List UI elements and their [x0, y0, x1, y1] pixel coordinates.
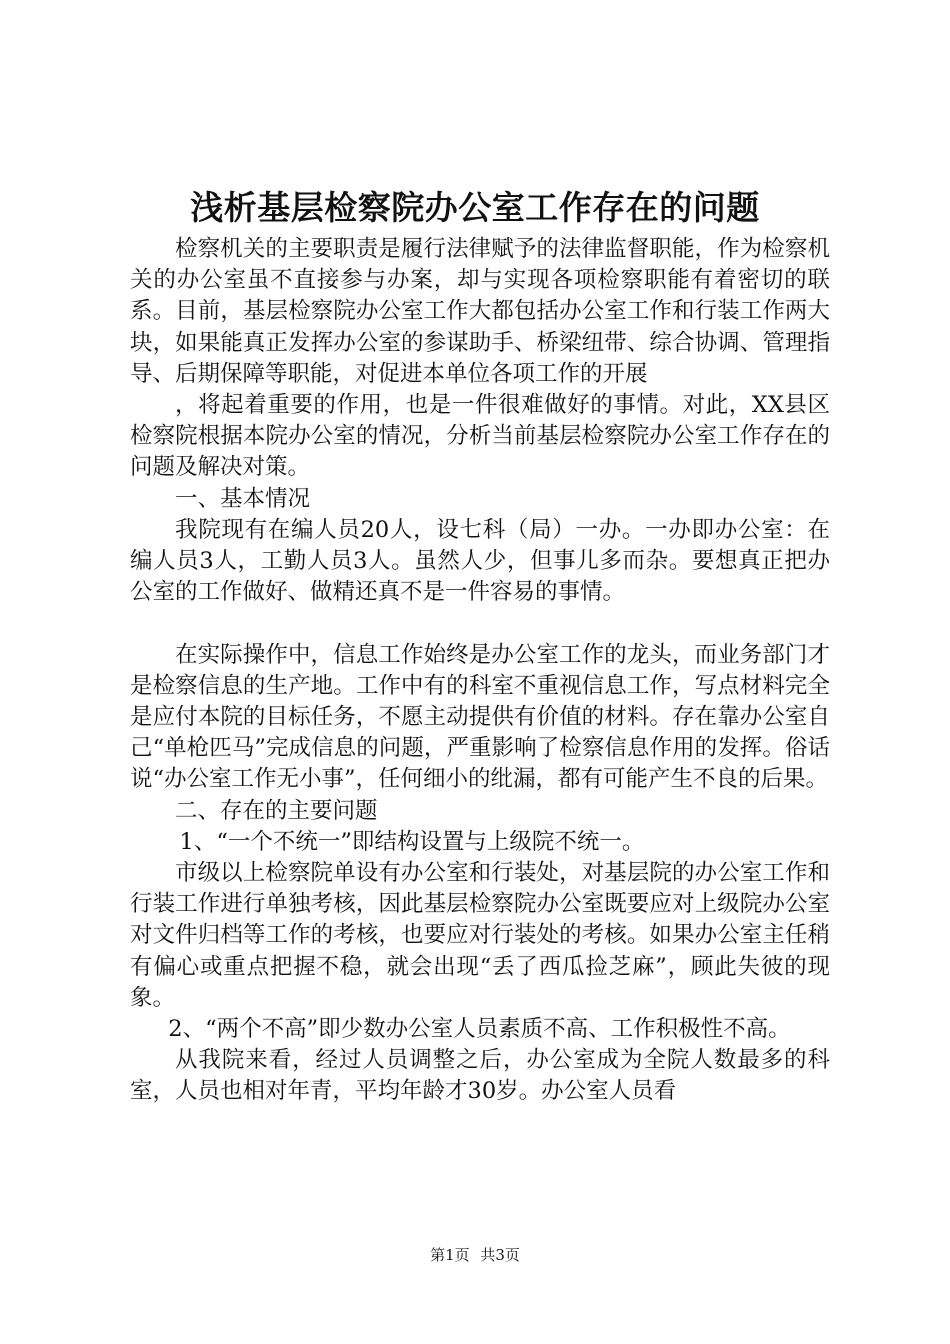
page-total: 共3页: [480, 1246, 520, 1264]
paragraph-intro: 检察机关的主要职责是履行法律赋予的法律监督职能，作为检察机关的办公室虽不直接参与办案，却与实现各项检察职能有着密切的联系。目前，基层检察院办公室工作大都包括办公室工作和行装工作两大块，如果能真正发挥办公室的参谋助手、桥梁纽带、综合协调、管理指导、后期保障等职能，对促进本单位各项工作的开展: [130, 236, 830, 387]
paragraph-information-work: 在实际操作中，信息工作始终是办公室工作的龙头，而业务部门才是检察信息的生产地。工作中有的科室不重视信息工作，写点材料完全是应付本院的目标任务，不愿主动提供有价值的材料。存在靠办公室自己“单枪匹马”完成信息的问题，严重影响了检察信息作用的发挥。俗话说“办公室工作无小事”，任何细小的纰漏，都有可能产生不良的后果。: [130, 641, 830, 793]
subheading-problem-2: 2、“两个不高”即少数办公室人员素质不高、工作积极性不高。: [168, 1016, 791, 1043]
document-body: [130, 234, 830, 1108]
paragraph-problem-2: 从我院来看，经过人员调整之后，办公室成为全院人数最多的科室，人员也相对年青，平均年龄才30岁。办公室人员看: [130, 1047, 830, 1105]
blank-line: [130, 608, 830, 639]
section-heading-basic: 一、基本情况: [175, 485, 311, 512]
page-number: 第1页: [430, 1246, 470, 1264]
subheading-problem-1: 1、“一个不统一”即结构设置与上级院不统一。: [179, 828, 645, 855]
section-heading-problems: 二、存在的主要问题: [175, 797, 378, 824]
paragraph-intro-continued: ，将起着重要的作用，也是一件很难做好的事情。对此，XX县区检察院根据本院办公室的情况，分析当前基层检察院办公室工作存在的问题及解决对策。: [130, 392, 830, 481]
page-footer: [0, 1245, 950, 1265]
paragraph-basic-situation: 我院现有在编人员20人，设七科（局）一办。一办即办公室：在编人员3人，工勤人员3人。虽然人少，但事儿多而杂。要想真正把办公室的工作做好、做精还真不是一件容易的事情。: [130, 516, 830, 606]
paragraph-problem-1: 市级以上检察院单设有办公室和行装处，对基层院的办公室工作和行装工作进行单独考核，因此基层检察院办公室既要应对上级院办公室对文件归档等工作的考核，也要应对行装处的考核。如果办公室主任稍有偏心或重点把握不稳，就会出现“丢了西瓜捡芝麻”，顾此失彼的现象。: [130, 860, 830, 1011]
document-title: 浅析基层检察院办公室工作存在的问题: [190, 188, 760, 227]
